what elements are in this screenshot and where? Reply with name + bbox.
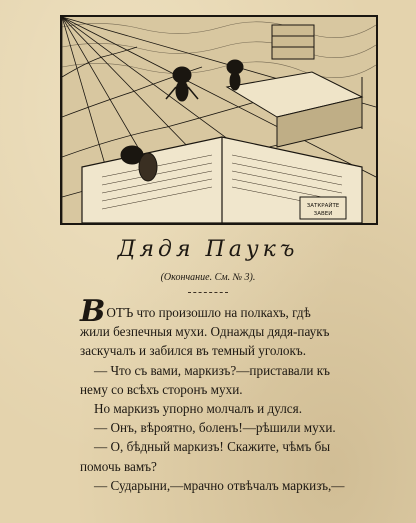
story-line-8: — О, бѣдный маркизъ! Скажите, чѣмъ бы — [94, 439, 331, 455]
story-line-5: нему со всѣхъ сторонъ мухи. — [80, 381, 243, 397]
story-line-3: заскучалъ и забился въ темный уголокъ. — [80, 343, 307, 359]
story-line-9: помочь вамъ? — [80, 458, 157, 474]
story-line-1 — [80, 294, 380, 329]
story-subtitle: (Окончание. См. № 3). — [160, 272, 256, 283]
story-line-2: жили безпечныя мухи. Однажды дядя-паукъ — [80, 324, 330, 340]
drawers — [272, 25, 314, 59]
drop-cap: В — [80, 294, 106, 329]
sign-line-2: ЗАВЕИ — [313, 211, 333, 217]
sign-line-1: ЗАТКРАЙТЕ — [306, 203, 340, 209]
story-title: Дядя Паукъ — [117, 237, 299, 262]
story-line-6: Но маркизъ упорно молчалъ и дулся. — [94, 401, 302, 417]
story-text — [80, 294, 380, 495]
story-line-1-text: ОТЪ что произошло на полкахъ, гдѣ — [106, 305, 311, 320]
story-line-10: — Сударыни,—мрачно отвѣчалъ маркизъ,— — [94, 477, 345, 493]
ornament-divider — [188, 292, 228, 295]
story-illustration — [60, 15, 378, 225]
sign — [300, 197, 346, 219]
story-line-7: — Онъ, вѣроятно, боленъ!—рѣшили мухи. — [94, 420, 336, 436]
story-line-4: — Что съ вами, маркизъ?—приставали къ — [94, 362, 330, 378]
spider-web-scene — [62, 17, 376, 223]
